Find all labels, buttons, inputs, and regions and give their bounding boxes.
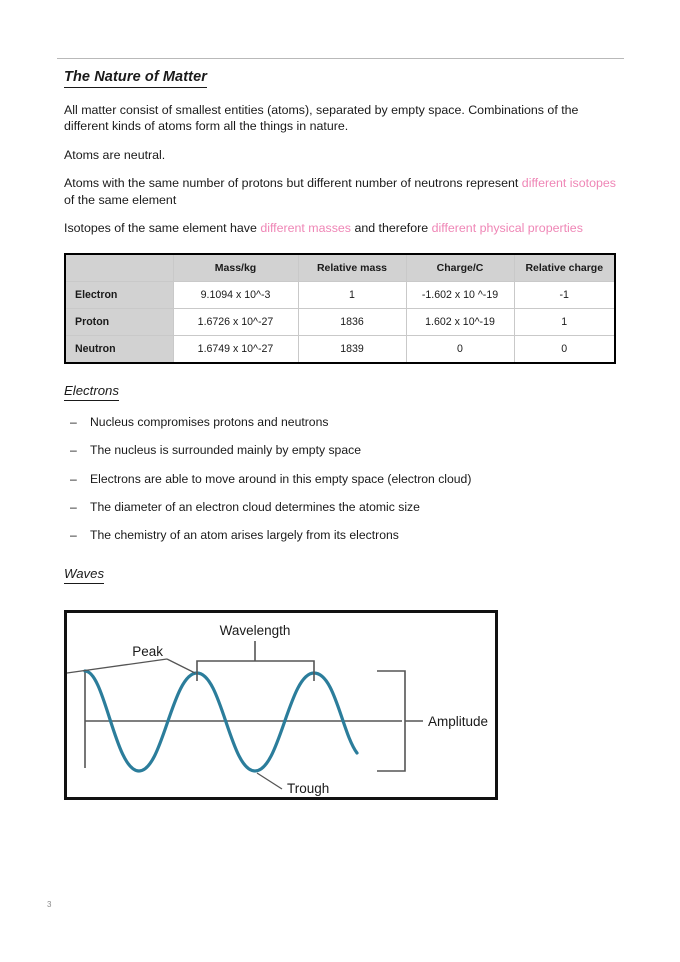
cell-electron-mass: 9.1094 x 10^-3 [173, 282, 298, 309]
trough-label: Trough [287, 781, 330, 796]
peak-label: Peak [132, 644, 163, 659]
masses-text-lead: Isotopes of the same element have [64, 220, 261, 235]
row-label-proton: Proton [65, 309, 173, 336]
row-label-neutron: Neutron [65, 336, 173, 364]
cell-electron-relative-mass: 1 [298, 282, 406, 309]
cell-proton-relative-charge: 1 [514, 309, 615, 336]
list-item: – Electrons are able to move around in this empty space (electron cloud) [64, 472, 584, 487]
list-item: – The nucleus is surrounded mainly by empty space [64, 443, 584, 458]
highlight-different-isotopes: different isotopes [521, 176, 616, 191]
table-header-corner [65, 254, 173, 282]
table-header-row [65, 254, 615, 282]
peak-leader-line-2 [167, 659, 195, 673]
highlight-different-masses: different masses [260, 220, 351, 235]
cell-electron-charge: -1.602 x 10 ^-19 [406, 282, 514, 309]
cell-proton-mass: 1.6726 x 10^-27 [173, 309, 298, 336]
intro-paragraph-1: All matter consist of smallest entities (atoms), separated by empty space. Combinations of the different kinds of atoms form all the things in nature. [64, 103, 579, 134]
trough-leader-line [257, 773, 282, 789]
list-item: – The chemistry of an atom arises largely from its electrons [64, 528, 584, 543]
table-header-relative-mass: Relative mass [298, 254, 406, 282]
waves-section [64, 565, 624, 800]
peak-leader-line [67, 659, 167, 673]
intro-paragraph-2: Atoms are neutral. [64, 147, 166, 162]
table-header-mass: Mass/kg [173, 254, 298, 282]
isotopes-text-lead: Atoms with the same number of protons but different number of neutrons represent [64, 176, 522, 191]
table-row [65, 282, 615, 309]
waves-heading: Waves [64, 566, 104, 584]
electrons-heading: Electrons [64, 383, 119, 401]
electrons-section [64, 382, 584, 556]
particle-table-container [64, 253, 614, 364]
page-number: 3 [47, 900, 52, 909]
highlight-different-physical-properties: different physical properties [431, 220, 583, 235]
cell-proton-relative-mass: 1836 [298, 309, 406, 336]
table-row [65, 309, 615, 336]
list-item: – Nucleus compromises protons and neutrons [64, 415, 584, 430]
wave-diagram-box [64, 610, 498, 800]
row-label-electron: Electron [65, 282, 173, 309]
wave-diagram [67, 613, 495, 797]
cell-electron-relative-charge: -1 [514, 282, 615, 309]
header-divider [57, 58, 624, 59]
cell-neutron-relative-charge: 0 [514, 336, 615, 364]
table-header-relative-charge: Relative charge [514, 254, 615, 282]
document-content [64, 68, 616, 248]
electrons-bullet-list [64, 415, 584, 543]
cell-neutron-relative-mass: 1839 [298, 336, 406, 364]
intro-paragraph-3 [64, 175, 616, 208]
isotopes-text-tail: of the same element [64, 192, 177, 207]
page-title: The Nature of Matter [64, 69, 207, 88]
cell-neutron-charge: 0 [406, 336, 514, 364]
wavelength-bracket [197, 661, 314, 681]
intro-paragraph-4 [64, 220, 616, 236]
particle-properties-table [64, 253, 616, 364]
masses-text-mid: and therefore [351, 220, 432, 235]
cell-neutron-mass: 1.6749 x 10^-27 [173, 336, 298, 364]
amplitude-label: Amplitude [428, 714, 489, 729]
cell-proton-charge: 1.602 x 10^-19 [406, 309, 514, 336]
wavelength-label: Wavelength [219, 623, 291, 638]
list-item: – The diameter of an electron cloud determines the atomic size [64, 500, 584, 515]
table-row [65, 336, 615, 364]
table-header-charge: Charge/C [406, 254, 514, 282]
